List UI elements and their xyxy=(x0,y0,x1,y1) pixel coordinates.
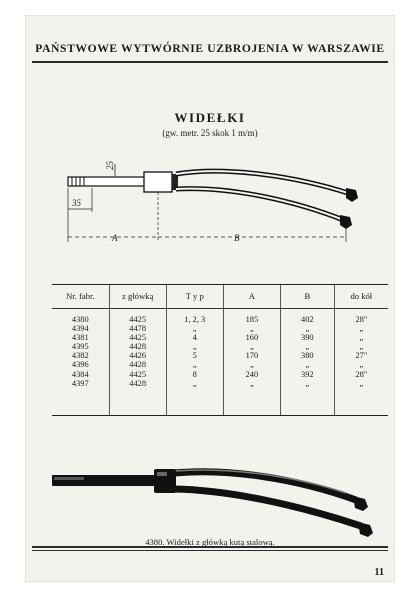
table-cell: 4425 xyxy=(129,369,147,379)
table-cell: „ xyxy=(359,360,364,370)
table-cell: 4428 xyxy=(129,378,147,388)
table-cell: 4384 xyxy=(71,369,89,379)
photo-dropout-lower xyxy=(358,522,373,537)
table-cell: 8 xyxy=(192,369,197,379)
table-cell: 392 xyxy=(301,369,314,379)
section-title: WIDEŁKI xyxy=(174,110,246,125)
column-header: Nr. fabr. xyxy=(52,284,109,309)
table-cell: 4382 xyxy=(71,351,89,361)
table-cell: 4428 xyxy=(129,342,147,352)
photo-caption: 4380. Widełki z główką kutą stalową. xyxy=(145,537,275,547)
table-cell: 4425 xyxy=(129,333,147,343)
column-header: B xyxy=(280,284,334,309)
table-cell: 28" xyxy=(355,369,368,379)
table-cell: 4394 xyxy=(71,324,89,334)
footer-rule-thin xyxy=(32,550,388,551)
table-cell: 4478 xyxy=(129,324,147,334)
table-cell: 185 xyxy=(245,315,259,324)
table-cell: „ xyxy=(305,360,310,370)
photo-highlight xyxy=(157,472,167,476)
table-cell: 4425 xyxy=(129,315,147,324)
table-cell: „ xyxy=(359,342,364,352)
dim-label-A: A xyxy=(112,233,118,243)
dim-label-35: 35 xyxy=(72,198,81,208)
table-cell: 380 xyxy=(301,351,314,361)
table-cell: „ xyxy=(192,360,197,370)
photo-steerer xyxy=(52,475,156,486)
fork-photo xyxy=(26,16,394,576)
column-header: T y p xyxy=(166,284,223,309)
table-cell: „ xyxy=(359,333,364,343)
table-cell: „ xyxy=(250,324,254,334)
table-cell: 4428 xyxy=(129,360,147,370)
dim-label-B: B xyxy=(234,233,240,243)
table-cell: „ xyxy=(192,324,197,334)
column-header: A xyxy=(223,284,280,309)
table-cell: 170 xyxy=(245,351,259,361)
table-cell: 402 xyxy=(301,315,314,324)
table-cell: 160 xyxy=(245,333,259,343)
table-cell: 240 xyxy=(245,369,259,379)
table-cell: 4395 xyxy=(71,342,89,352)
table-cell: 4397 xyxy=(71,378,89,388)
table-cell: „ xyxy=(192,378,197,388)
table-cell: „ xyxy=(192,342,197,352)
table-cell: „ xyxy=(359,378,364,388)
table-cell: 1, 2, 3 xyxy=(184,315,206,324)
table-cell: 4426 xyxy=(129,351,147,361)
column-header: do kół xyxy=(334,284,388,309)
page-number: 11 xyxy=(374,567,384,578)
page xyxy=(26,16,394,581)
table-cell: 5 xyxy=(192,351,197,361)
table-cell: „ xyxy=(250,342,254,352)
table-cell: „ xyxy=(359,324,364,334)
table-cell: 4381 xyxy=(71,333,89,343)
page-header: PAŃSTWOWE WYTWÓRNIE UZBROJENIA W WARSZAWIE xyxy=(35,42,385,55)
section-subtitle: (gw. metr. 25 skok 1 m/m) xyxy=(162,128,258,138)
table-cell: „ xyxy=(250,378,254,388)
table-cell: 4380 xyxy=(71,315,89,324)
table-cell: „ xyxy=(305,342,310,352)
footer-rule xyxy=(32,546,388,548)
photo-blade-upper xyxy=(174,472,356,500)
table-cell: „ xyxy=(250,360,254,370)
column-header: z główką xyxy=(109,284,166,309)
table-cell: 4 xyxy=(192,333,197,343)
table-cell: 4396 xyxy=(71,360,89,370)
table-cell: „ xyxy=(305,324,310,334)
table-cell: 27" xyxy=(355,351,368,361)
dim-label-25: 25 xyxy=(105,161,115,170)
table-cell: 28" xyxy=(355,315,368,324)
table-cell: „ xyxy=(305,378,310,388)
table-cell: 390 xyxy=(301,333,314,343)
photo-dropout-upper xyxy=(353,496,368,511)
photo-highlight xyxy=(54,477,84,480)
